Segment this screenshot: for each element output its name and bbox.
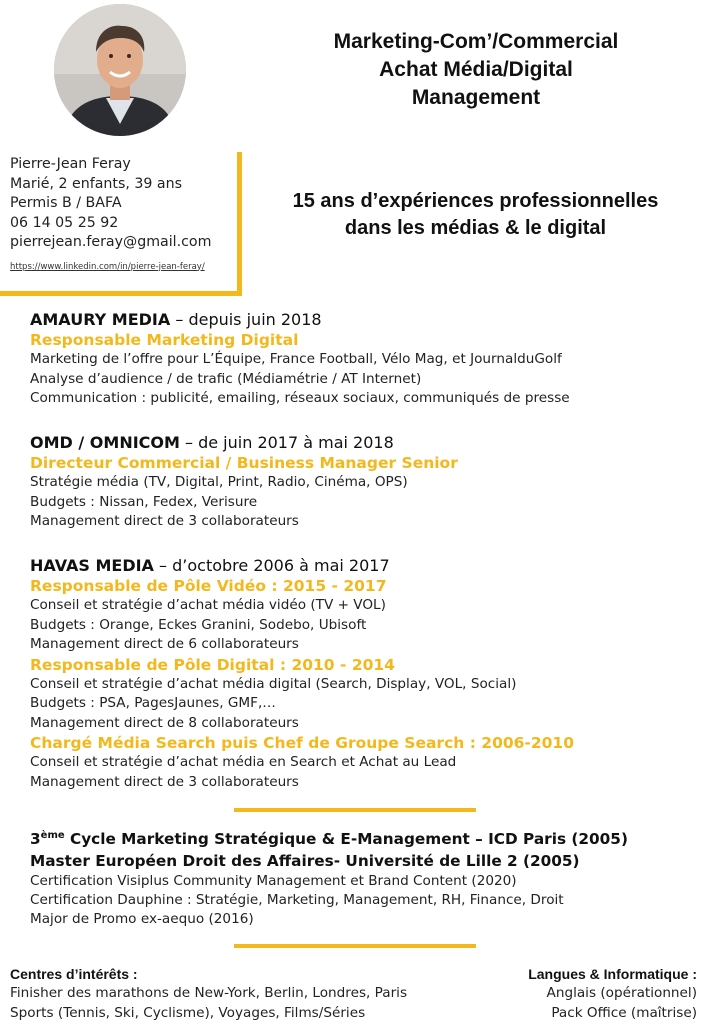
job-detail: Management direct de 8 collaborateurs [30,714,299,731]
job-detail: Marketing de l’offre pour L’Équipe, France Football, Vélo Mag, et JournalduGolf [30,351,562,367]
portrait-illustration [54,4,186,136]
job-detail: Budgets : Nissan, Fedex, Verisure [30,493,258,510]
contact-phone: 06 14 05 25 92 [10,214,119,231]
contact-email[interactable]: pierrejean.feray@gmail.com [10,234,212,250]
job-detail: Conseil et stratégie d’achat média digital (Search, Display, VOL, Social) [30,675,517,692]
experience-summary-line-2: dans les médias & le digital [344,217,607,239]
contact-family: Marié, 2 enfants, 39 ans [10,175,183,192]
headline [256,28,696,112]
job-employer-line [30,432,700,453]
job-period: – de juin 2017 à mai 2018 [179,433,394,452]
degree-icd-ordinal: ème [40,829,65,841]
job-employer-line [30,555,700,576]
job-detail: Management direct de 6 collaborateurs [30,636,299,652]
job-havas-media [30,555,700,792]
job-detail: Management direct de 3 collaborateurs [30,513,299,529]
job-detail: Analyse d’audience / de trafic (Médiamétrie / AT Internet) [30,370,422,387]
interest-item: Sports (Tennis, Ski, Cyclisme), Voyages, Films/Séries [10,1004,366,1021]
job-detail: Budgets : Orange, Eckes Granini, Sodebo, Ubisoft [30,616,367,633]
job-employer: OMD / OMNICOM [30,433,180,452]
interests-title: Centres d’intérêts : [10,966,138,982]
degree-lille: Master Européen Droit des Affaires- Université de Lille 2 (2005) [30,852,580,870]
job-omd-omnicom [30,432,700,532]
education-block [30,828,705,928]
interest-item: Finisher des marathons de New-York, Berlin, Londres, Paris [10,985,408,1001]
interests-block [10,964,470,1023]
job-detail: Budgets : PSA, PagesJaunes, GMF,… [30,695,276,711]
certification: Certification Dauphine : Stratégie, Marketing, Management, RH, Finance, Droit [30,891,564,908]
job-role: Responsable de Pôle Vidéo : 2015 - 2017 [30,577,387,595]
contact-name: Pierre-Jean Feray [10,156,131,172]
contact-block [10,155,240,273]
job-period: – depuis juin 2018 [170,310,322,329]
job-detail: Management direct de 3 collaborateurs [30,773,299,790]
profile-photo [54,4,186,136]
job-detail: Conseil et stratégie d’achat média vidéo (TV + VOL) [30,597,386,613]
job-employer: HAVAS MEDIA [30,556,154,575]
experience-summary [248,188,703,242]
section-divider [234,944,476,948]
headline-line-3: Management [411,86,541,109]
job-role: Chargé Média Search puis Chef de Groupe Search : 2006-2010 [30,734,575,752]
headline-line-1: Marketing-Com’/Commercial [333,30,619,53]
job-period: – d’octobre 2006 à mai 2017 [153,556,390,575]
experience-summary-line-1: 15 ans d’expériences professionnelles [292,190,659,212]
languages-title: Langues & Informatique : [528,966,697,982]
job-role: Responsable de Pôle Digital : 2010 - 2014 [30,655,395,674]
job-employer: AMAURY MEDIA [30,310,171,329]
degree-icd [30,828,705,850]
job-detail: Communication : publicité, emailing, réseaux sociaux, communiqués de presse [30,390,570,406]
skill-item: Pack Office (maîtrise) [551,1004,697,1021]
headline-line-2: Achat Média/Digital [379,58,573,81]
job-amaury-media [30,309,700,409]
job-role: Responsable Marketing Digital [30,331,299,349]
section-divider [234,808,476,812]
job-detail: Conseil et stratégie d’achat média en Search et Achat au Lead [30,754,457,770]
contact-permits: Permis B / BAFA [10,195,122,211]
degree-icd-title: Cycle Marketing Stratégique & E-Management – ICD Paris (2005) [64,830,628,848]
job-employer-line [30,309,700,330]
language-item: Anglais (opérationnel) [546,985,697,1001]
job-role: Directeur Commercial / Business Manager Senior [30,454,458,472]
award: Major de Promo ex-aequo (2016) [30,910,254,927]
languages-block [477,964,697,1023]
linkedin-link[interactable]: https://www.linkedin.com/in/pierre-jean-feray/ [10,261,205,272]
degree-icd-number: 3 [30,830,41,848]
certification: Certification Visiplus Community Management et Brand Content (2020) [30,873,517,889]
job-detail: Stratégie média (TV, Digital, Print, Radio, Cinéma, OPS) [30,474,408,490]
